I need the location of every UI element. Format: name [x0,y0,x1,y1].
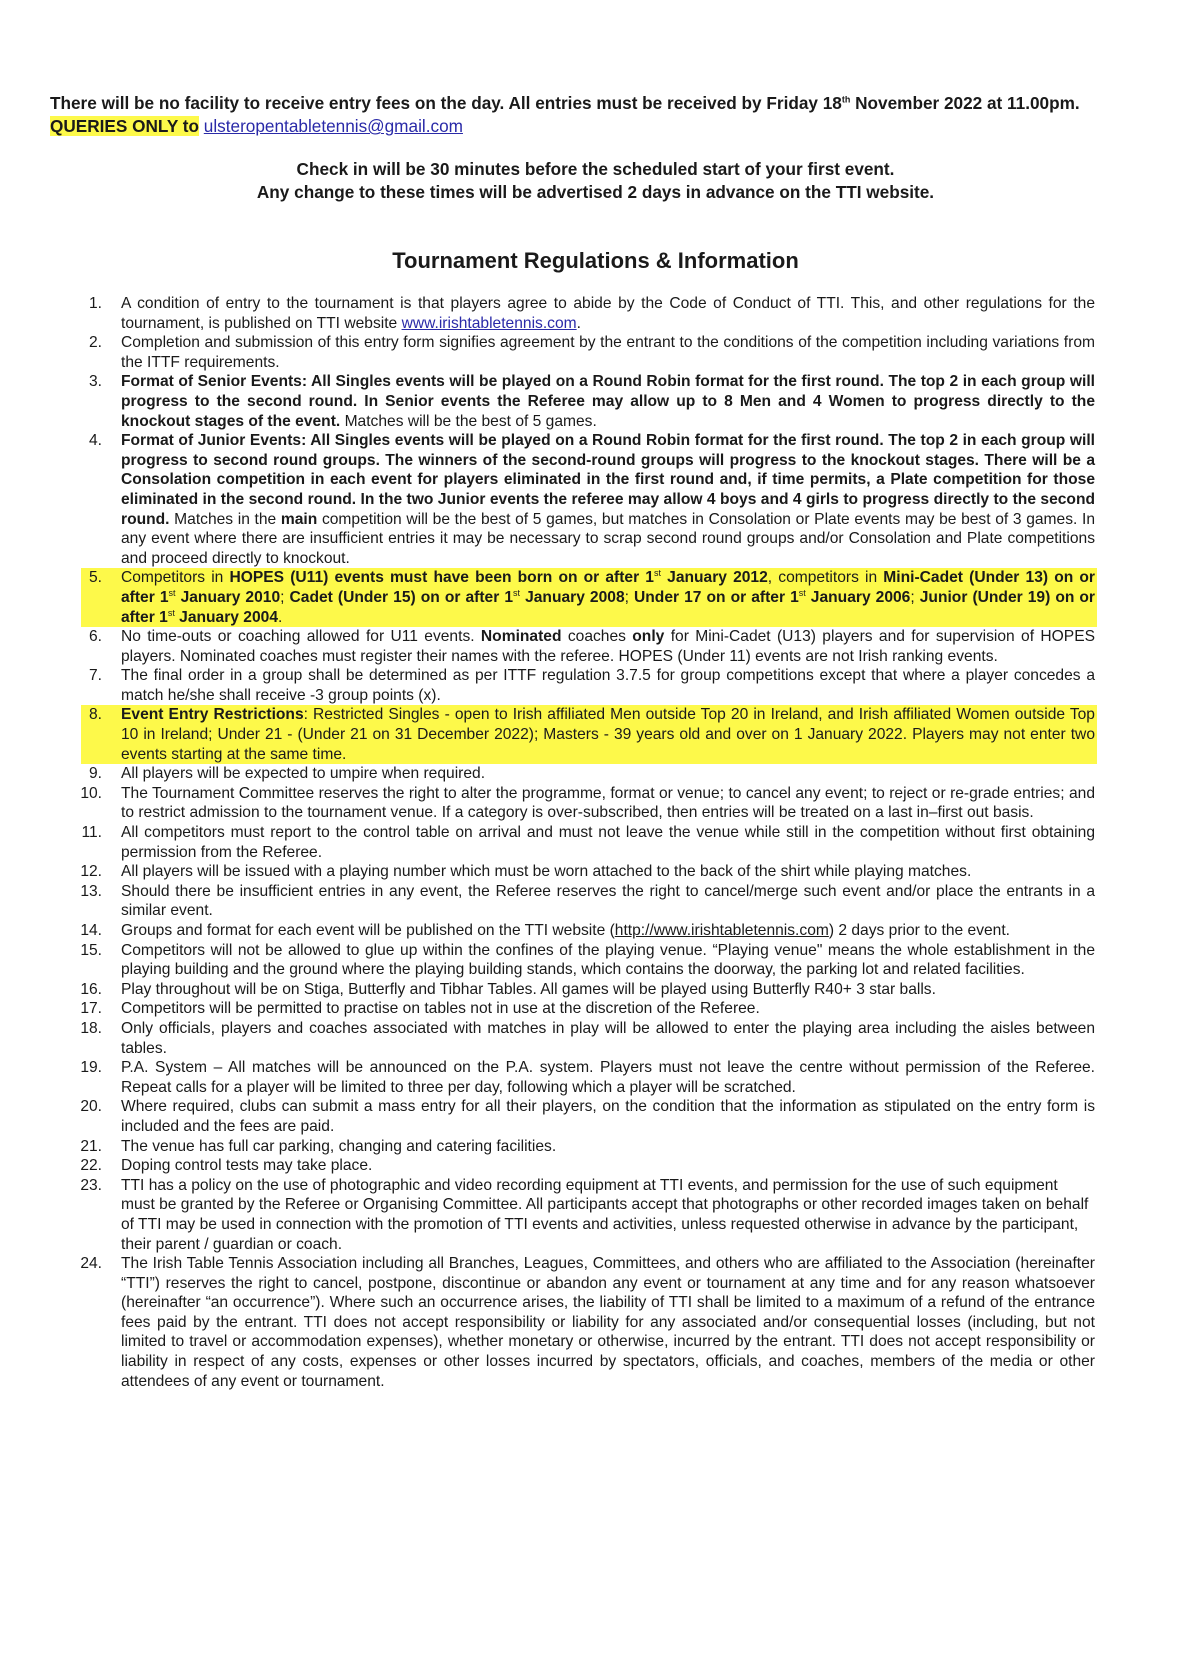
item-text: Groups and format for each event will be published on the TTI website ( [121,922,615,939]
item-bold-text: Junior (Under 19) on or after 1 [121,588,1096,626]
item-bold-text: Format of Senior Events: All Singles events will be played on a Round Robin format for the first round. The top 2 in each group will progress to the second round. In Senior events the Referee may allow up to 8 Men and 4 Women to progress directly to the knockout stages of the event. [121,373,1095,430]
item-bold-text: January 2012 [661,569,768,587]
regulation-item [50,627,1141,666]
regulation-item [50,1254,1141,1391]
item-number: 10. [80,784,102,802]
regulation-item [50,980,1141,1000]
item-number: 18. [80,1019,102,1037]
regulation-item [50,431,1141,568]
item-bold-text: only [632,628,665,646]
page-title: Tournament Regulations & Information [392,248,799,273]
item-number: 6. [88,628,102,646]
item-text: Where required, clubs can submit a mass entry for all their players, on the condition that the information as stipulated on the entry form is included and the fees are paid. [121,1098,1095,1135]
item-text: The Tournament Committee reserves the right to alter the programme, format or venue; to cancel any event; to reject or re-grade entries; and to restrict admission to the tournament venue. If a category is over-subscribed, then entries will be treated on a last in–first out basis. [121,784,1095,822]
regulation-item [50,999,1141,1019]
item-text: Should there be insufficient entries in any event, the Referee reserves the right to cancel/merge such event and/or place the entrants in a similar event. [121,882,1095,920]
item-text: Competitors in [121,569,230,587]
regulation-item [50,1176,1141,1254]
item-bold-text: Cadet (Under 15) on or after 1 [289,588,514,606]
item-bold-text: Mini-Cadet (Under 13) on or after 1 [121,569,1095,606]
item-text: Doping control tests may take place. [121,1157,373,1175]
regulation-item [50,1137,1141,1157]
checkin-notice [50,158,1141,204]
item-number: 12. [80,863,102,881]
regulation-item [50,1058,1141,1097]
item-number: 23. [80,1176,102,1194]
deadline-text-end: November 2022 at 11.00pm. [850,93,1080,113]
item-number: 4. [88,432,102,450]
item-text: ; [280,588,290,606]
regulation-item-highlighted [81,568,1097,627]
item-text: for Mini-Cadet (U13) players and for supervision of HOPES players. Nominated coaches must register their names with the referee. HOPES (Under 11) events are not Irish ranking events. [121,628,1095,665]
item-bold-text: Under 17 on or after 1 [634,588,799,606]
item-number: 1. [88,295,102,312]
ordinal-suffix: th [841,94,851,105]
queries-label: QUERIES ONLY to [50,116,199,136]
item-number: 19. [80,1059,102,1077]
item-bold-text: main [280,510,318,528]
regulation-item [50,941,1141,980]
item-text: All players will be expected to umpire when required. [121,765,486,783]
item-text: P.A. System – All matches will be announced on the P.A. system. Players must not leave the centre without permission of the Referee. Repeat calls for a player will be limited to three per day, following which a player will be scratched. [121,1059,1095,1096]
item-text: Only officials, players and coaches associated with matches in play will be allowed to enter the playing area including the aisles between tables. [121,1019,1095,1057]
item-text: Matches in the [169,510,281,528]
item-text: All players will be issued with a playing number which must be worn attached to the back of the shirt while playing matches. [121,863,972,881]
regulation-item [50,1019,1141,1058]
item-text: . [278,608,283,626]
item-text: . [576,314,581,332]
item-text: ; [624,588,635,606]
item-number: 9. [88,765,102,783]
entry-deadline-notice [50,92,1141,138]
checkin-line-1: Check in will be 30 minutes before the scheduled start of your first event. [296,159,895,179]
item-number: 17. [80,1000,102,1018]
regulation-item [50,333,1141,372]
item-text: All competitors must report to the control table on arrival and must not leave the venue while still in the competition without first obtaining permission from the Referee. [121,824,1095,861]
item-number: 14. [80,922,102,939]
regulation-item [50,372,1141,431]
checkin-line-2: Any change to these times will be advertised 2 days in advance on the TTI website. [256,182,935,202]
regulations-list [50,294,1141,1391]
item-bold-text: January 2010 [175,588,281,606]
item-text: , competitors in [767,569,884,587]
item-text: Competitors will be permitted to practise on tables not in use at the discretion of the Referee. [121,1000,760,1018]
deadline-text: There will be no facility to receive entry fees on the day. All entries must be received by Friday 18 [50,93,842,113]
item-text: TTI has a policy on the use of photographic and video recording equipment at TTI events, and permission for the use of such equipment must be granted by the Referee or Organising Committee. All participants accept that photographs or other recorded images taken on behalf of TTI may be used in connection with the promotion of TTI events and activities, unless requested otherwise in advance by the participant, their parent / guardian or coach. [121,1176,1089,1253]
item-text: The venue has full car parking, changing and catering facilities. [121,1137,557,1155]
regulation-item [50,666,1141,705]
item-text: Completion and submission of this entry form signifies agreement by the entrant to the conditions of the competition including variations from the ITTF requirements. [121,334,1095,371]
item-bold-text: Format of Junior Events: All Singles events will be played on a Round Robin format for the first round. The top 2 in each group will progress to second round groups. The winners of the second-round groups will progress to the knockout stages. There will be a Consolation competition in each event for players eliminated in the first round and, if time permits, a Plate competition for those eliminated in the second round. In the two Junior events the referee may allow 4 boys and 4 girls to progress directly to the second round. [121,432,1095,528]
regulation-item [50,1097,1141,1136]
item-number: 24. [80,1255,102,1273]
item-text: ; [910,588,920,606]
regulation-item [50,921,1141,941]
regulation-item [50,862,1141,882]
item-bold-text: January 2008 [520,588,625,606]
item-number: 21. [80,1137,102,1155]
ordinal-suffix: st [653,568,661,579]
regulation-item [50,764,1141,784]
queries-email-link[interactable]: ulsteropentabletennis@gmail.com [203,116,463,136]
item-number: 13. [80,882,102,900]
regulation-item-highlighted [81,705,1097,764]
item-text: coaches [561,628,633,646]
item-number: 2. [88,334,102,352]
item-text: Competitors will not be allowed to glue up within the confines of the playing venue. “Playing venue" means the whole establishment in the playing building and the ground where the playing building stands, which contains the doorway, the parking lot and related facilities. [121,941,1095,979]
item-text: The Irish Table Tennis Association including all Branches, Leagues, Committees, and others who are affiliated to the Association (hereinafter “TTI”) reserves the right to cancel, postpone, discontinue or abandon any event or tournament at any time and for any reason whatsoever (hereinafter “an occurrence”). Where such an occurrence arises, the liability of TTI shall be limited to a maximum of a refund of the entrance fees paid by the entrant. TTI does not accept responsibility or liability for any associated and/or consequential losses (including, but not limited to travel or accommodation expenses), whether monetary or otherwise, incurred by the entrant. TTI does not accept responsibility or liability in respect of any costs, expenses or other losses incurred by spectators, officials, and coaches, members of the media or other attendees of any event or tournament. [121,1255,1095,1390]
item-number: 3. [88,373,102,391]
item-number: 8. [88,706,102,724]
ordinal-suffix: st [168,587,176,598]
item-number: 5. [88,569,102,587]
regulation-item [50,823,1141,862]
item-number: 11. [81,824,102,842]
item-number: 7. [88,667,102,685]
ordinal-suffix: st [167,607,175,618]
item-bold-text: January 2004 [174,608,278,626]
tti-website-url-link[interactable]: http://www.irishtabletennis.com [614,922,829,939]
regulation-item [50,882,1141,921]
tti-website-link[interactable]: www.irishtabletennis.com [401,314,577,332]
item-bold-text: HOPES (U11) events must have been born on or after 1 [229,569,654,587]
item-text: competition will be the best of 5 games, but matches in Consolation or Plate events may be best of 3 games. In any event where there are insufficient entries it may be necessary to scrap second round groups and/or Consolation and Plate competitions and proceed directly to knockout. [121,510,1095,567]
ordinal-suffix: st [798,587,806,598]
item-text: The final order in a group shall be determined as per ITTF regulation 3.7.5 for group competitions except that where a player concedes a match he/she shall receive -3 group points (x). [121,667,1095,704]
item-text: No time-outs or coaching allowed for U11 events. [121,628,481,646]
item-bold-text: Event Entry Restrictions [121,706,304,724]
item-number: 22. [80,1157,102,1175]
item-number: 16. [80,980,102,998]
item-number: 20. [80,1098,102,1116]
item-number: 15. [80,941,102,959]
item-text: A condition of entry to the tournament is that players agree to abide by the Code of Conduct of TTI. This, and other regulations for the tournament, is published on TTI website [121,295,1095,332]
regulation-item [50,1156,1141,1176]
regulation-item [50,294,1141,333]
item-text: ) 2 days prior to the event. [828,922,1011,939]
ordinal-suffix: st [513,587,521,598]
item-text: Matches will be the best of 5 games. [340,412,597,430]
regulation-item [50,784,1141,823]
item-text: : Restricted Singles - open to Irish affiliated Men outside Top 20 in Ireland, and Irish affiliated Women outside Top 10 in Ireland; Under 21 - (Under 21 on 31 December 2022); Masters - 39 years old and over on 1 January 2022. Players may not enter two events starting at the same time. [121,706,1095,763]
item-bold-text: Nominated [480,628,562,646]
item-text: Play throughout will be on Stiga, Butterfly and Tibhar Tables. All games will be played using Butterfly R40+ 3 star balls. [121,980,936,998]
item-bold-text: January 2006 [805,588,911,606]
